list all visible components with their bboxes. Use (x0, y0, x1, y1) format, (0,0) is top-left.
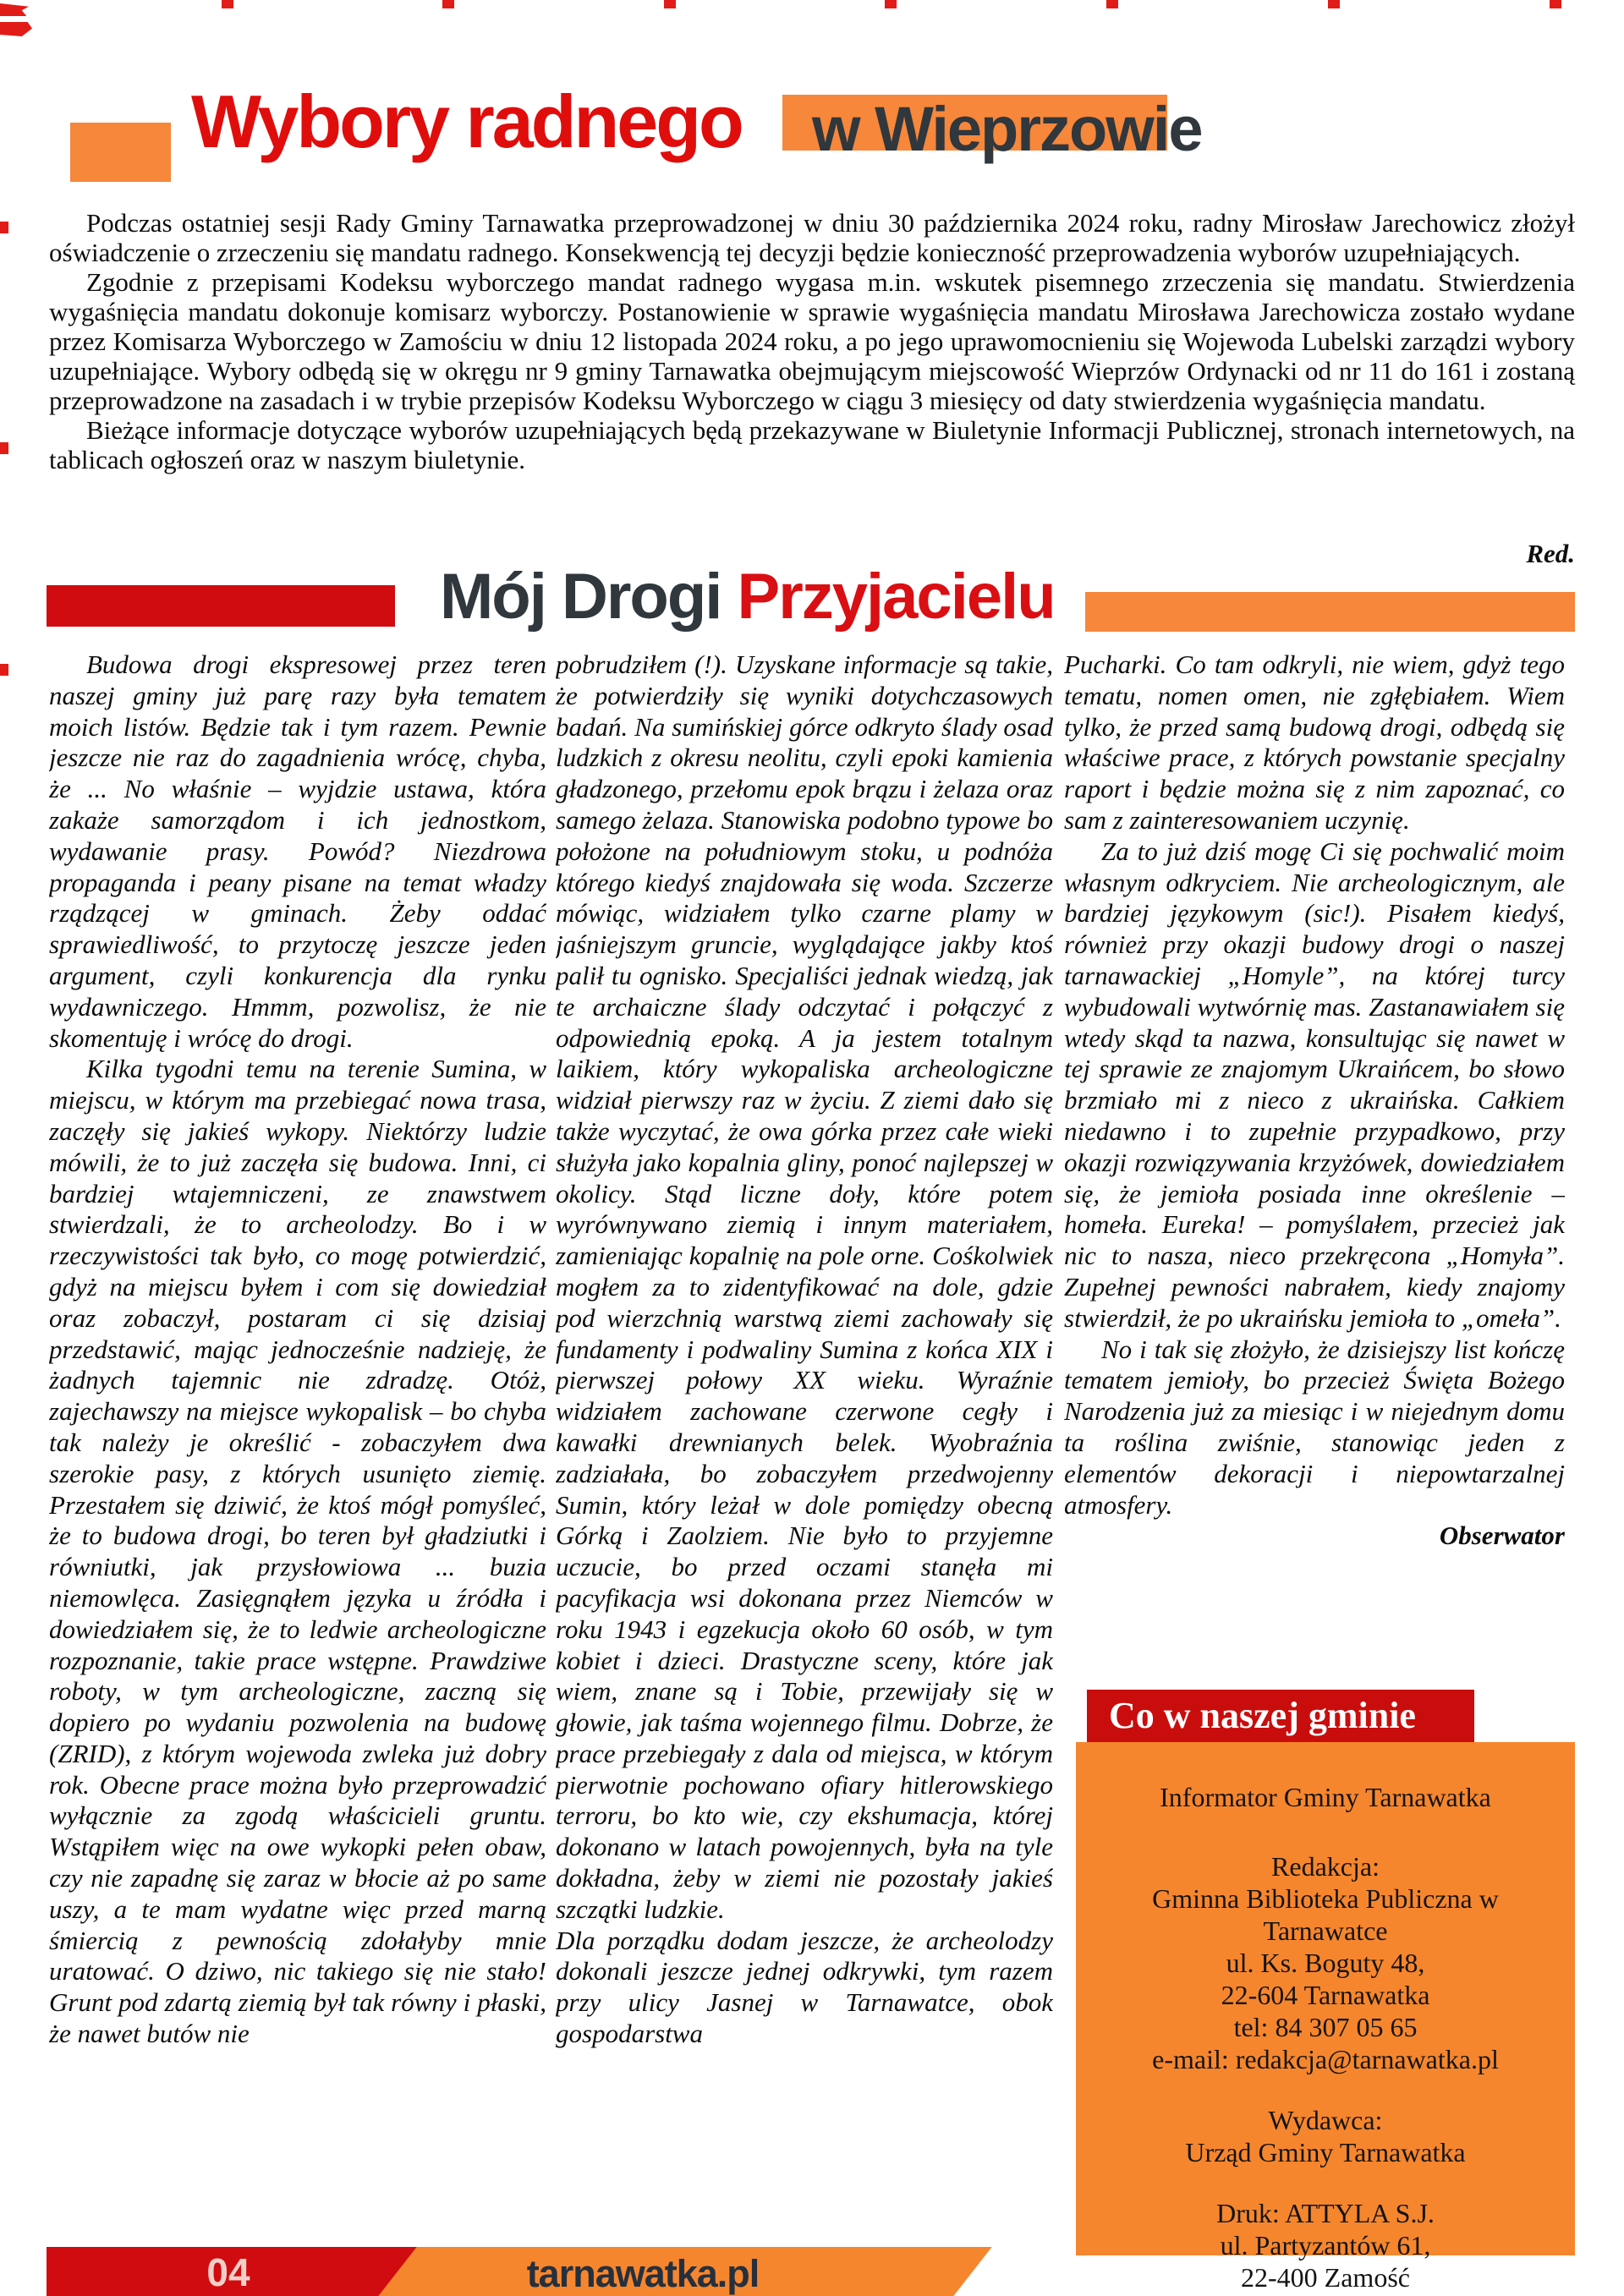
registration-mark (0, 3, 29, 16)
gmina-box-header: Co w naszej gminie (1087, 1690, 1474, 1742)
header2-orange-bar (1085, 592, 1575, 632)
article2-title-rest: Mój Drogi (440, 561, 738, 633)
article1-paragraph-1: Podczas ostatniej sesji Rady Gminy Tarnawatka przeprowadzonej w dniu 30 października 2024 roku, radny Mirosław Jarechowicz złożył oświadczenie o zrzeczeniu się mandatu radnego. Konsekwencją tej decyzji będzie konieczność przeprowadzenia wyborów uzupełniających. (49, 208, 1575, 267)
registration-mark (1106, 0, 1118, 8)
druk-line-2: ul. Partyzantów 61, (1220, 2230, 1431, 2260)
wydawca-line: Urząd Gminy Tarnawatka (1185, 2137, 1466, 2167)
gmina-info-panel (1076, 1742, 1575, 2293)
registration-mark (1328, 0, 1340, 8)
article2-title (440, 561, 1055, 633)
registration-mark (1550, 0, 1561, 8)
redakcja-street-line: ul. Ks. Boguty 48, (1226, 1948, 1425, 1978)
article1-title-rest: w Wieprzowie (812, 94, 1202, 164)
article-column-3 (1064, 649, 1565, 1707)
redakcja-city-line: 22-604 Tarnawatka (1221, 1980, 1430, 2010)
header-orange-block-left (70, 123, 171, 182)
footer-page-number: 04 (206, 2250, 250, 2294)
registration-mark (0, 664, 8, 676)
druk-line-3: 22-400 Zamość (1241, 2262, 1410, 2293)
registration-mark (222, 0, 233, 8)
panel-title: Informator Gminy Tarnawatka (1160, 1782, 1491, 1812)
druk-line-1: Druk: ATTYLA S.J. (1216, 2198, 1435, 2228)
article1-paragraph-3: Bieżące informacje dotyczące wyborów uzupełniających będą przekazywane w Biuletynie Informacji Publicznej, stronach internetowych, na tablicach ogłoszeń oraz w naszym biuletynie. (49, 415, 1575, 474)
column2-paragraph-1: pobrudziłem (!). Uzyskane informacje są takie, że potwierdziły się wyniki dotychczasowych badań. Na sumińskiej górce odkryto ślady osad ludzkich z okresu neolitu, czyli epoki kamienia gładzonego, przełomu epok brązu i żelaza oraz samego żelaza. Stanowiska podobno typowe bo położone na południowym stoku, u podnóża którego kiedyś znajdowała się woda. Szczerze mówiąc, widziałem tylko czarne plamy w jaśniejszym gruncie, wyglądające jakby ktoś palił tu ognisko. Specjaliści jednak wiedzą, jak te archaiczne ślady odczytać i połączyć z odpowiednią epoką. A ja jestem totalnym laikiem, który wykopaliska archeologiczne widział pierwszy raz w życiu. Z ziemi dało się także wyczytać, że owa górka przez całe wieki służyła jako kopalnia gliny, ponoć najlepszej w okolicy. Stąd liczne doły, które potem wyrównywano ziemią i innym materiałem, zamieniając kopalnię na pole orne. Cośkolwiek mogłem za to zidentyfikować na dole, gdzie pod wierzchnią warstwą ziemi zachowały się fundamenty i podwaliny Sumina z końca XIX i pierwszej połowy XX wieku. Wyraźnie widziałem zachowane czerwone cegły i kawałki drewnianych belek. Wyobraźnia zadziałała, bo zobaczyłem przedwojenny Sumin, który leżał w dole pomiędzy obecną Górką i Zaolziem. Nie było to przyjemne uczucie, bo przed oczami stanęła mi pacyfikacja wsi dokonana przez Niemców w roku 1943 i egzekucja około 60 osób, w tym kobiet i dzieci. Drastyczne sceny, które jak wiem, znane są i Tobie, przewijały się w głowie, jak taśma wojennego filmu. Dobrze, że prace przebiegały z dala od miejsca, w którym pierwotnie pochowano ofiary hitlerowskiego terroru, bo kto wie, czy ekshumacja, której dokonano w latach powojennych, była na tyle dokładna, żeby w ziemi nie pozostały jakieś szczątki ludzkie. (556, 649, 1053, 1924)
article1-body (49, 208, 1575, 474)
article1-paragraph-2: Zgodnie z przepisami Kodeksu wyborczego mandat radnego wygasa m.in. wskutek pisemnego zrzeczenia się mandatu. Stwierdzenia wygaśnięcia mandatu dokonuje komisarz wyborczy. Postanowienie w sprawie wygaśnięcia mandatu Mirosława Jarechowicza zostało wydane przez Komisarza Wyborczego w Zamościu w dniu 12 listopada 2024 roku, a po jego uprawomocnieniu się Wojewoda Lubelski zarządzi wybory uzupełniające. Wybory odbędą się w okręgu nr 9 gminy Tarnawatka obejmującym miejscowość Wieprzów Ordynacki od nr 11 do 161 i zostaną przeprowadzone na zasadach i w trybie przepisów Kodeksu Wyborczego w ciągu 3 miesięcy od daty stwierdzenia wygaśnięcia mandatu. (49, 267, 1575, 415)
article-column-1 (49, 649, 546, 2243)
redakcja-email-line: e-mail: redakcja@tarnawatka.pl (1152, 2044, 1499, 2074)
article2-title-accent: Przyjacielu (737, 561, 1055, 633)
article-column-2 (556, 649, 1053, 2243)
footer-site-label: tarnawatka.pl (526, 2252, 760, 2295)
column3-paragraph-3: No i tak się złożyło, że dzisiejszy list kończę tematem jemioły, bo przecież Święta Bożego Narodzenia już za miesiąc i w niejednym domu ta roślina zwiśnie, stanowiąc jeden z elementów dekoracji i niepowtarzalnej atmosfery. (1064, 1334, 1565, 1520)
redakcja-phone-line: tel: 84 307 05 65 (1233, 2012, 1418, 2042)
redakcja-label: Redakcja: (1271, 1851, 1380, 1882)
registration-mark (664, 0, 676, 8)
registration-mark (0, 222, 8, 233)
article1-title-accent: Wybory radnego (191, 79, 742, 163)
article2-signature: Obserwator (1439, 1521, 1565, 1551)
column1-paragraph-2: Kilka tygodni temu na terenie Sumina, w miejscu, w którym ma przebiegać nowa trasa, zaczęły się jakieś wykopy. Niektórzy ludzie mówili, że to już zaczęła się budowa. Inni, ci bardziej wtajemniczeni, ze znawstwem stwierdzali, że to archeolodzy. Bo i w rzeczywistości tak było, co mogę potwierdzić, gdyż na miejscu byłem i com się dowiedział oraz zobaczył, postaram ci się dzisiaj przedstawić, mając jednocześnie nadzieję, że żadnych tajemnic nie zdradzę. Otóż, zajechawszy na miejsce wykopalisk – bo chyba tak należy je określić - zobaczyłem dwa szerokie pasy, z których usunięto ziemię. Przestałem się dziwić, że ktoś mógł pomyśleć, że to budowa drogi, bo teren był gładziutki i równiutki, jak przysłowiowa ... buzia niemowlęca. Zasięgnąłem języka u źródła i dowiedziałem się, że to ledwie archeologiczne rozpoznanie, takie prace wstępne. Prawdziwe roboty, w tym archeologiczne, zaczną się dopiero po wydaniu pozwolenia na budowę (ZRID), z którym wojewoda zwleka już dobry rok. Obecne prace można było przeprowadzić wyłącznie za zgodą właścicieli gruntu. Wstąpiłem więc na owe wykopki pełen obaw, czy nie zapadnę się zaraz w błocie aż po same uszy, a te mam wydatne więc przed marną śmiercią z pewnością zdołałyby mnie uratować. O dziwo, nic takiego się nie stało! Grunt pod zdartą ziemią był tak równy i płaski, że nawet butów nie (49, 1054, 546, 2049)
registration-mark (442, 0, 454, 8)
column3-paragraph-1: Pucharki. Co tam odkryli, nie wiem, gdyż tego tematu, nomen omen, nie zgłębiałem. Wiem tylko, że przed samą budową drogi, odbędą się właściwe prace, z których powstanie specjalny raport i będzie można się z nim zapoznać, co sam z zainteresowaniem uczynię. (1064, 649, 1565, 835)
registration-mark (0, 442, 8, 454)
header2-red-bar (47, 585, 395, 627)
column3-paragraph-2: Za to już dziś mogę Ci się pochwalić moim własnym odkryciem. Nie archeologicznym, ale bardziej językowym (sic!). Pisałem kiedyś, również przy okazji budowy drogi o naszej tarnawackiej „Homyle”, na której turcy wybudowali wytwórnię mas. Zastanawiałem się wtedy skąd ta nazwa, konsultując się nawet w tej sprawie ze znajomym Ukraińcem, bo słowo brzmiało mi z nieco z ukraińska. Całkiem niedawno i to zupełnie przypadkowo, przy okazji rozwiązywania krzyżówek, dowiedziałem się, że jemioła posiada inne określenie – homeła. Eureka! – pomyślałem, przecież jak nic to nasza, nieco przekręcona „Homyła”. Zupełnej pewności nabrałem, kiedy znajomy stwierdził, że po ukraińsku jemioła to „omeła”. (1064, 836, 1565, 1333)
column1-paragraph-1: Budowa drogi ekspresowej przez teren naszej gminy już parę razy była tematem moich listów. Będzie tak i tym razem. Pewnie jeszcze nie raz do zagadnienia wrócę, chyba, że ... No właśnie – wyjdzie ustawa, która zakaże samorządom i ich jednostkom, wydawanie prasy. Powód? Niezdrowa propaganda i peany pisane na temat władzy rządzącej w gminach. Żeby oddać sprawiedliwość, to przytoczę jeszcze jeden argument, czyli konkurencja dla rynku wydawniczego. Hmmm, pozwolisz, że nie skomentuję i wrócę do drogi. (49, 649, 546, 1053)
redakcja-address-line: Gminna Biblioteka Publiczna w Tarnawatce (1152, 1883, 1499, 1946)
wydawca-label: Wydawca: (1268, 2105, 1383, 2135)
article1-signature: Red. (1526, 539, 1575, 568)
registration-mark (0, 22, 32, 36)
registration-mark (885, 0, 897, 8)
column2-paragraph-2: Dla porządku dodam jeszcze, że archeolodzy dokonali jeszcze jednej odkrywki, tym razem przy ulicy Jasnej w Tarnawatce, obok gospodarstwa (556, 1925, 1053, 2049)
